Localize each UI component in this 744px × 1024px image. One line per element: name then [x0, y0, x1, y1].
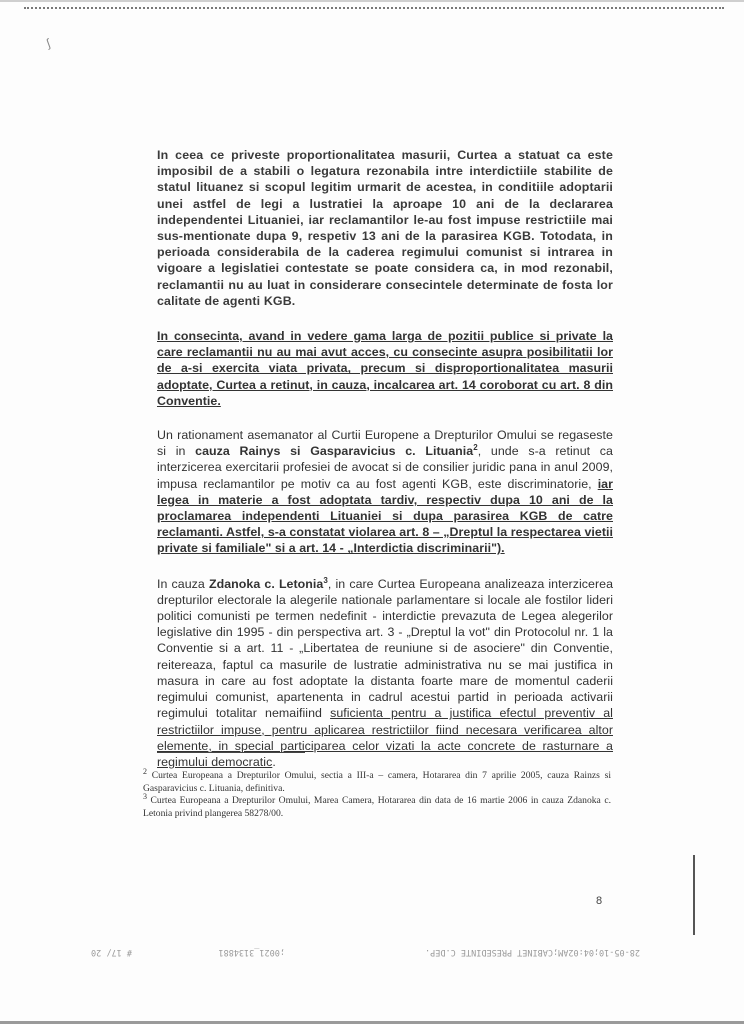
case-name-zdanoka: Zdanoka c. Letonia [208, 576, 324, 591]
underlined-text: iar legea in materie a fost adoptata tardiv, respectiv dupa 10 ani de la proclamarea independenti Lituaniei si dupa parasirea KGB de catre reclamanti. Astfel, s-a constatat violarea art. 8 – „Dreptul la respectarea vietii private si familiale" si a art. 14 - „Interdictia discriminarii"). [157, 476, 613, 556]
paragraph-proportionality: In ceea ce priveste proportionalitatea masurii, Curtea a statuat ca este imposibil de a stabili o legatura rezonabila intre interdictiile stabilite de statul lituanez si scopul legitim urmarit de acestea, in conditiile adoptarii unei astfel de legi a lustratiei la aproape 10 ani de la declararea independentei Lituaniei, iar reclamantilor le-au fost impuse restrictiile mai sus-mentionate dupa 9, respetiv 13 ani de la parasirea KGB. Totodata, in perioada considerabila de la caderea regimului comunist si intrarea in vigoare a legislatiei contestate se poate considera ca, in mod rezonabil, reclamantii nu au luat in considerare consecintele determinate de fosta lor calitate de agenti KGB. [157, 148, 613, 308]
footnote-3 [143, 791, 611, 820]
footnote-mark: 3 [143, 791, 147, 801]
footnotes [143, 766, 611, 820]
footnote-mark: 2 [143, 766, 147, 776]
page-number: 8 [596, 895, 603, 907]
paragraph-consequence: In consecinta, avand in vedere gama larga de pozitii publice si private la care reclamantii nu au mai avut acces, cu consecinte asupra posibilitatii lor de a-si exercita viata privata, precum si disproportionalitatea masurii adoptate, Curtea a retinut, in cauza, incalcarea art. 14 coroborat cu art. 8 din Conventie. [157, 329, 613, 408]
text: , in care Curtea Europeana analizeaza interzicerea drepturilor electorale la alegerile nationale parlamentare si locale ale fostilor lideri politici comunisti pe termen nedefinit - interdictie prevazuta de Legea alegerilor legislative din 1995 - din perspectiva art. 3 - „Dreptul la vot" din Protocolul nr. 1 la Conventie si a art. 11 - „Libertatea de reuniune si de asociere" din Conventie, reitereaza, faptul ca masurile de lustratie administrativa nu se mai justifica in masura in care au fost adoptate la distanta foarte mare de momentul caderii regimului comunist, apartenenta in cadrul acestui partid in perioada activarii regimului totalitar nemaifiind [157, 576, 614, 721]
fax-header-middle: ;0021_3134881 [218, 947, 285, 957]
footnote-separator [157, 752, 305, 753]
fax-header-right: # 17/ 20 [91, 947, 132, 957]
footnote-text: Curtea Europeana a Drepturilor Omului, sectia a III-a – camera, Hotararea din 7 aprilie 2005, cauza Rainzs si Gasparavicius c. Lituania, definitiva. [143, 770, 611, 794]
case-name-rainys: cauza Rainys si Gasparavicius c. Lituania [195, 444, 474, 459]
scan-margin-mark [693, 855, 695, 935]
fax-perforation-line [24, 7, 724, 9]
fax-header-line [60, 943, 640, 957]
footnote-2 [143, 766, 611, 795]
scan-top-edge [0, 0, 744, 2]
fax-header-left: 28-05-10;04:02AM;CABINET PRESEDINTE C.DEP. [425, 947, 640, 957]
footnote-text: Curtea Europeana a Drepturilor Omului, Marea Camera, Hotararea din data de 16 martie 2006 in cauza Zdanoka c. Letonia privind plangerea 58278/00. [143, 795, 611, 819]
paragraph-rainys-case [157, 427, 613, 557]
footnote-ref-3[interactable]: 3 [323, 575, 328, 585]
footnote-ref-2[interactable]: 2 [473, 443, 478, 453]
scan-mark-icon: ʃ [44, 36, 52, 51]
text: In cauza [157, 576, 209, 591]
underlined-text: suficienta pentru a justifica efectul preventiv al restrictiilor impuse, pentru aplicarea restrictiilor fiind necesara verificarea altor elemente, in special participarea celor vizati la acte concrete de rasturnare a regimului democratic [157, 706, 613, 769]
document-body [157, 147, 613, 770]
text: , unde s-a retinut ca interzicerea exercitarii profesiei de avocat si de consilier juridic pana in anul 2009, impusa reclamantilor pe motiv ca au fost agenti KGB, este discriminatorie, [157, 444, 613, 491]
text: Un rationament asemanator al Curtii Europene a Drepturilor Omului se regaseste si in [157, 428, 613, 459]
paragraph-zdanoka-case [157, 576, 613, 770]
text: . [272, 754, 276, 769]
